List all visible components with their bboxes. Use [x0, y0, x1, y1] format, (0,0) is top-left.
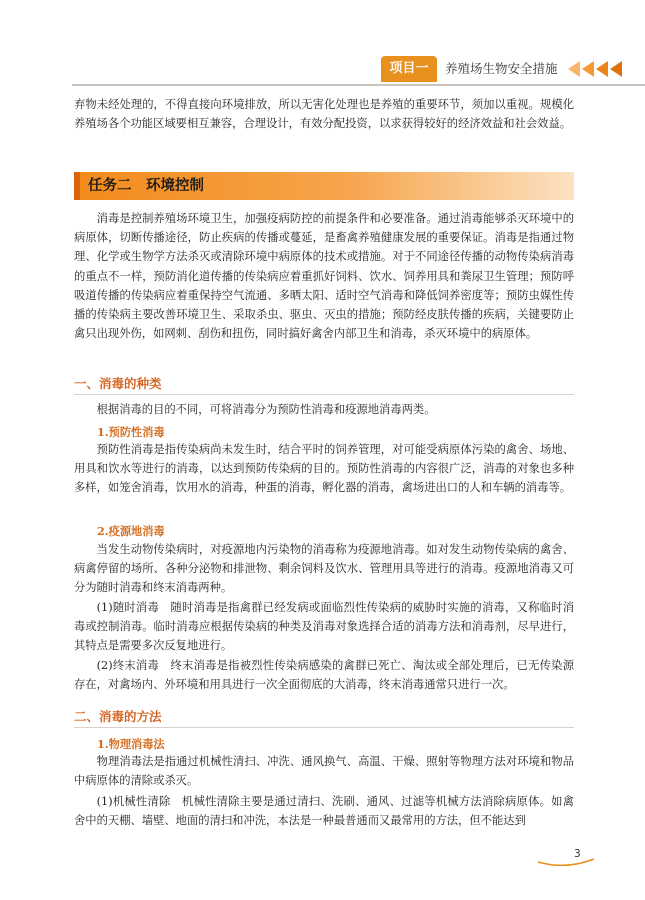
subheading-preventive: 1.预防性消毒	[97, 425, 165, 439]
page-header	[0, 54, 645, 88]
section-divider	[74, 727, 574, 728]
project-label: 项目一	[381, 56, 437, 82]
task-heading-bar	[74, 172, 574, 200]
task-title: 任务二 环境控制	[88, 178, 204, 194]
page-number: 3	[574, 848, 581, 860]
task-intro-paragraph: 消毒是控制养殖场环境卫生，加强疫病防控的前提条件和必要准备。通过消毒能够杀灭环境中的病原体，切断传播途径，防止疾病的传播或蔓延，是畜禽养殖健康发展的重要保证。消毒是指通过物理、化学或生物学方法杀灭或清除环境中病原体的技术或措施。对于不同途径传播的动物传染病消毒的重点不一样，预防消化道传播的传染病应着重抓好饲料、饮水、饲养用具和粪尿卫生管理；预防呼吸道传播的传染病应着重保持空气流通、多晒太阳、适时空气消毒和降低饲养密度等；预防虫媒性传播的传染病主要改善环境卫生、采取杀虫、驱虫、灭虫的措施；预防经皮肤传播的疾病，关键要防止禽只出现外伤，如网刺、刮伤和扭伤，同时搞好禽舍内部卫生和消毒，杀灭环境中的病原体。	[74, 212, 574, 341]
task-bar-marker	[74, 172, 80, 200]
epidemic-focus-paragraph: 当发生动物传染病时，对疫源地内污染物的消毒称为疫源地消毒。如对发生动物传染病的禽舍、病禽停留的场所、各种分泌物和排泄物、剩余饲料及饮水、管理用具等进行的消毒。疫源地消毒又可分为随时消毒和终末消毒两种。	[74, 543, 574, 595]
section-heading-types: 一、消毒的种类	[74, 376, 162, 391]
triangle-arrows-icon	[566, 61, 622, 77]
terminal-disinfection-paragraph: (2)终末消毒 终末消毒是指被烈性传染病感染的禽群已死亡、淘汰或全部处理后，已无传染源存在，对禽场内、外环境和用具进行一次全面彻底的大消毒，终末消毒通常只进行一次。	[74, 659, 574, 692]
subheading-physical: 1.物理消毒法	[97, 737, 165, 751]
section-divider	[74, 394, 574, 395]
mechanical-removal-paragraph: (1)机械性清除 机械性清除主要是通过清扫、洗刷、通风、过滤等机械方法消除病原体。如禽舍中的天棚、墙壁、地面的清扫和冲洗，本法是一种最普通而又最常用的方法，但不能达到	[74, 795, 574, 828]
physical-paragraph: 物理消毒法是指通过机械性清扫、冲洗、通风换气、高温、干燥、照射等物理方法对环境和物品中病原体的清除或杀灭。	[74, 755, 574, 788]
section1-intro: 根据消毒的目的不同，可将消毒分为预防性消毒和疫源地消毒两类。	[96, 403, 436, 416]
section-heading-methods: 二、消毒的方法	[74, 709, 162, 724]
header-rule	[72, 84, 645, 86]
preventive-paragraph: 预防性消毒是指传染病尚未发生时，结合平时的饲养管理，对可能受病原体污染的禽舍、场地、用具和饮水等进行的消毒，以达到预防传染病的目的。预防性消毒的内容很广泛，消毒的对象也多种多样，如笼舍消毒，饮用水的消毒，种蛋的消毒，孵化器的消毒，禽场进出口的人和车辆的消毒等。	[74, 443, 574, 495]
subheading-epidemic-focus: 2.疫源地消毒	[97, 524, 165, 538]
intro-paragraph: 弃物未经处理的，不得直接向环境排放，所以无害化处理也是养殖的重要环节，须加以重视。规模化养殖场各个功能区域要相互兼容，合理设计，有效分配投资，以求获得较好的经济效益和社会效益。	[74, 98, 574, 131]
project-title: 养殖场生物安全措施	[445, 61, 558, 76]
concurrent-disinfection-paragraph: (1)随时消毒 随时消毒是指禽群已经发病或面临烈性传染病的威胁时实施的消毒，又称临时消毒或控制消毒。临时消毒应根据传染病的种类及消毒对象选择合适的消毒方法和消毒剂，尽早进行，其特点是需要多次反复地进行。	[74, 601, 574, 653]
page-number-decoration	[536, 856, 596, 868]
